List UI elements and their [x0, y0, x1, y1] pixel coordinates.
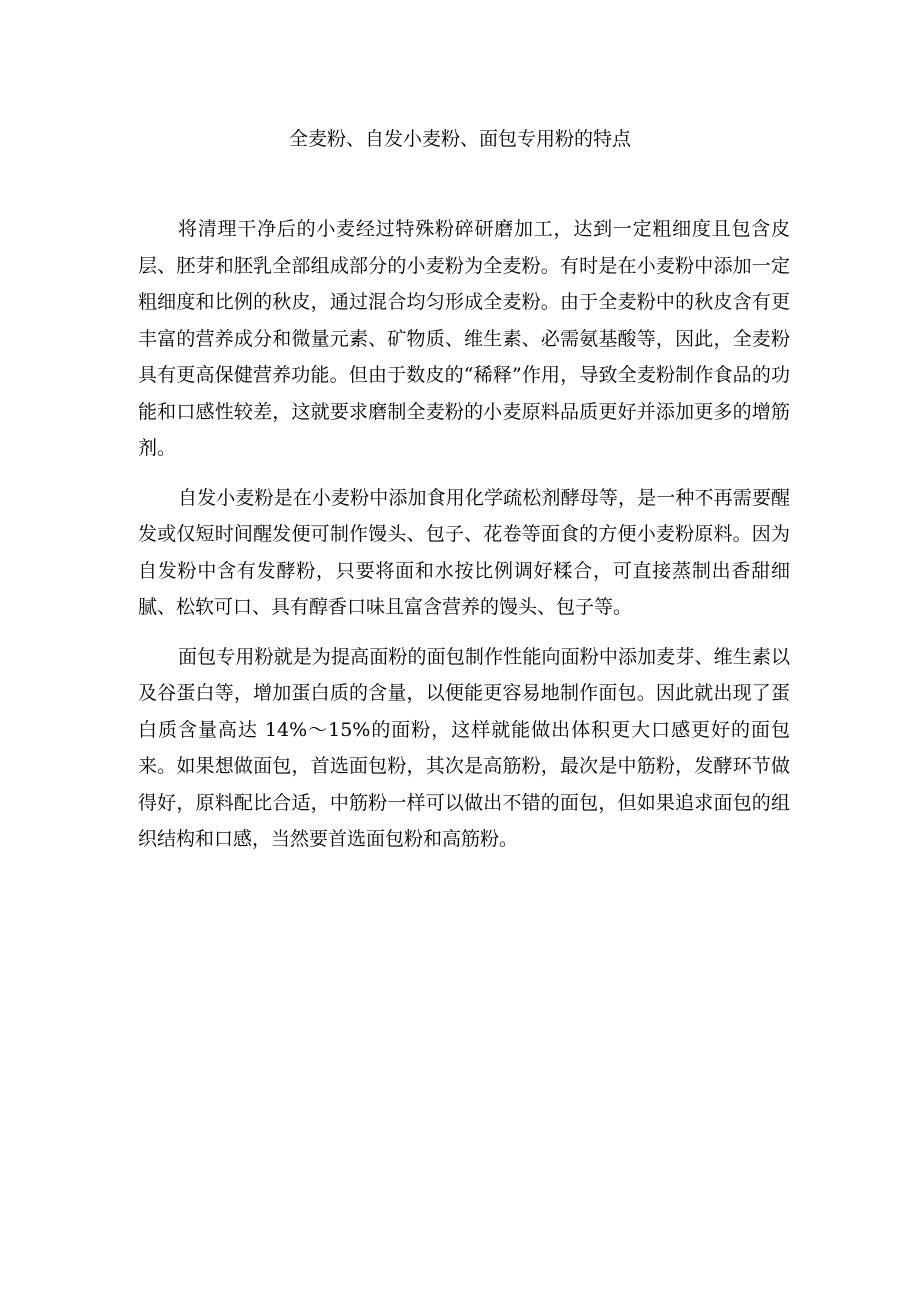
paragraph-whole-wheat-flour: 将清理干净后的小麦经过特殊粉碎研磨加工，达到一定粗细度且包含皮层、胚芽和胚乳全部组成部分的小麦粉为全麦粉。有时是在小麦粉中添加一定粗细度和比例的秋皮，通过混合均匀形成全麦粉。由于全麦粉中的秋皮含有更丰富的营养成分和微量元素、矿物质、维生素、必需氨基酸等，因此，全麦粉具有更高保健营养功能。但由于数皮的“稀释”作用，导致全麦粉制作食品的功能和口感性较差，这就要求磨制全麦粉的小麦原料品质更好并添加更多的增筋剂。 [138, 218, 790, 459]
paragraph-self-rising-flour: 自发小麦粉是在小麦粉中添加食用化学疏松剂酵母等，是一种不再需要醒发或仅短时间醒发便可制作馒头、包子、花卷等面食的方便小麦粉原料。因为自发粉中含有发酵粉，只要将面和水按比例调好糅合，可直接蒸制出香甜细腻、松软可口、具有醇香口味且富含营养的馒头、包子等。 [138, 486, 790, 618]
paragraph-bread-flour: 面包专用粉就是为提高面粉的面包制作性能向面粉中添加麦芽、维生素以及谷蛋白等，增加蛋白质的含量，以便能更容易地制作面包。因此就出现了蛋白质含量高达 14%～15%的面粉，这样就能做出体积更大口感更好的面包来。如果想做面包，首选面包粉，其次是高筋粉，最次是中筋粉，发酵环节做得好，原料配比合适，中筋粉一样可以做出不错的面包，但如果追求面包的组织结构和口感，当然要首选面包粉和高筋粉。 [138, 645, 790, 850]
document-body [138, 211, 790, 858]
document-title: 全麦粉、自发小麦粉、面包专用粉的特点 [288, 128, 631, 150]
